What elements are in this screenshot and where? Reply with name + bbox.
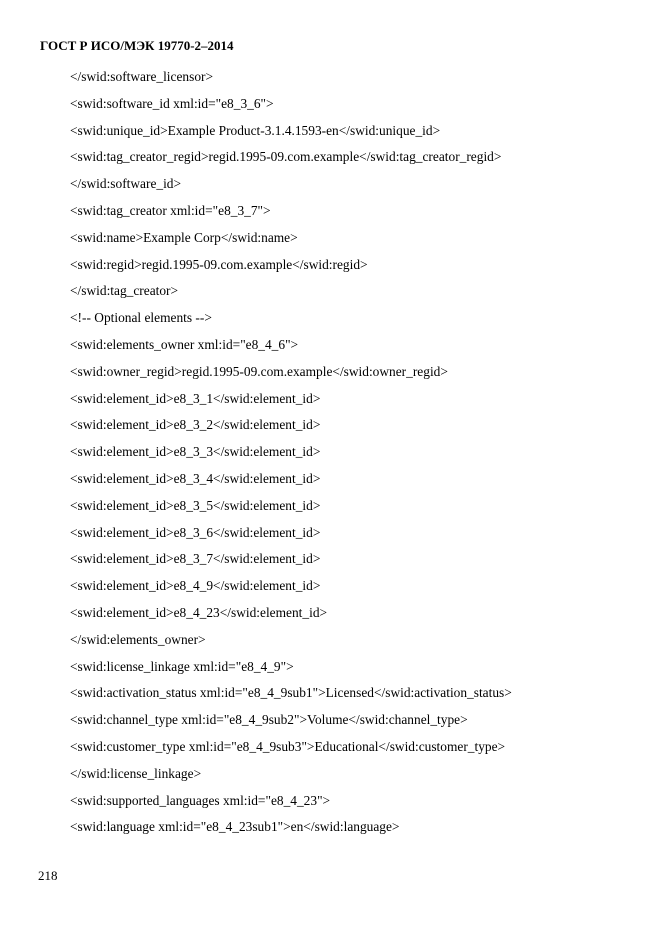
code-line: <swid:element_id>e8_3_1</swid:element_id> xyxy=(70,390,321,406)
code-line: <swid:owner_regid>regid.1995-09.com.example</swid:owner_regid> xyxy=(70,363,448,379)
code-line: <swid:regid>regid.1995-09.com.example</swid:regid> xyxy=(70,256,368,272)
code-line: <swid:tag_creator xml:id="e8_3_7"> xyxy=(70,202,271,218)
code-line: <swid:unique_id>Example Product-3.1.4.1593-en</swid:unique_id> xyxy=(70,122,441,138)
page-number: 218 xyxy=(38,868,58,883)
code-line: </swid:software_licensor> xyxy=(70,69,214,84)
code-line: </swid:elements_owner> xyxy=(70,631,206,647)
code-line: <swid:software_id xml:id="e8_3_6"> xyxy=(70,95,274,111)
xml-code-listing xyxy=(70,67,512,844)
code-line: </swid:license_linkage> xyxy=(70,765,202,781)
code-line: <swid:element_id>e8_3_4</swid:element_id> xyxy=(70,470,321,486)
code-line: <swid:language xml:id="e8_4_23sub1">en</swid:language> xyxy=(70,819,400,835)
code-line: <swid:element_id>e8_3_2</swid:element_id> xyxy=(70,417,321,433)
code-line: <swid:tag_creator_regid>regid.1995-09.com.example</swid:tag_creator_regid> xyxy=(70,149,502,165)
code-line: <swid:customer_type xml:id="e8_4_9sub3">Educational</swid:customer_type> xyxy=(70,738,506,754)
code-line: <swid:element_id>e8_3_7</swid:element_id> xyxy=(70,551,321,567)
code-line: <swid:element_id>e8_3_3</swid:element_id> xyxy=(70,444,321,460)
code-line: <swid:element_id>e8_4_23</swid:element_id> xyxy=(70,604,328,620)
code-comment-line: <!-- Optional elements --> xyxy=(70,310,212,326)
code-line: </swid:tag_creator> xyxy=(70,283,179,299)
code-line: <swid:name>Example Corp</swid:name> xyxy=(70,229,298,245)
standard-header: ГОСТ Р ИСО/МЭК 19770-2–2014 xyxy=(40,38,234,53)
code-line: <swid:elements_owner xml:id="e8_4_6"> xyxy=(70,336,299,352)
code-line: </swid:software_id> xyxy=(70,176,182,192)
code-line: <swid:element_id>e8_4_9</swid:element_id> xyxy=(70,578,321,594)
code-line: <swid:element_id>e8_3_6</swid:element_id> xyxy=(70,524,321,540)
code-line: <swid:supported_languages xml:id="e8_4_23"> xyxy=(70,792,331,808)
code-line: <swid:license_linkage xml:id="e8_4_9"> xyxy=(70,658,294,674)
code-line: <swid:element_id>e8_3_5</swid:element_id> xyxy=(70,497,321,513)
code-line: <swid:channel_type xml:id="e8_4_9sub2">Volume</swid:channel_type> xyxy=(70,712,468,728)
code-line: <swid:activation_status xml:id="e8_4_9sub1">Licensed</swid:activation_status> xyxy=(70,685,512,701)
